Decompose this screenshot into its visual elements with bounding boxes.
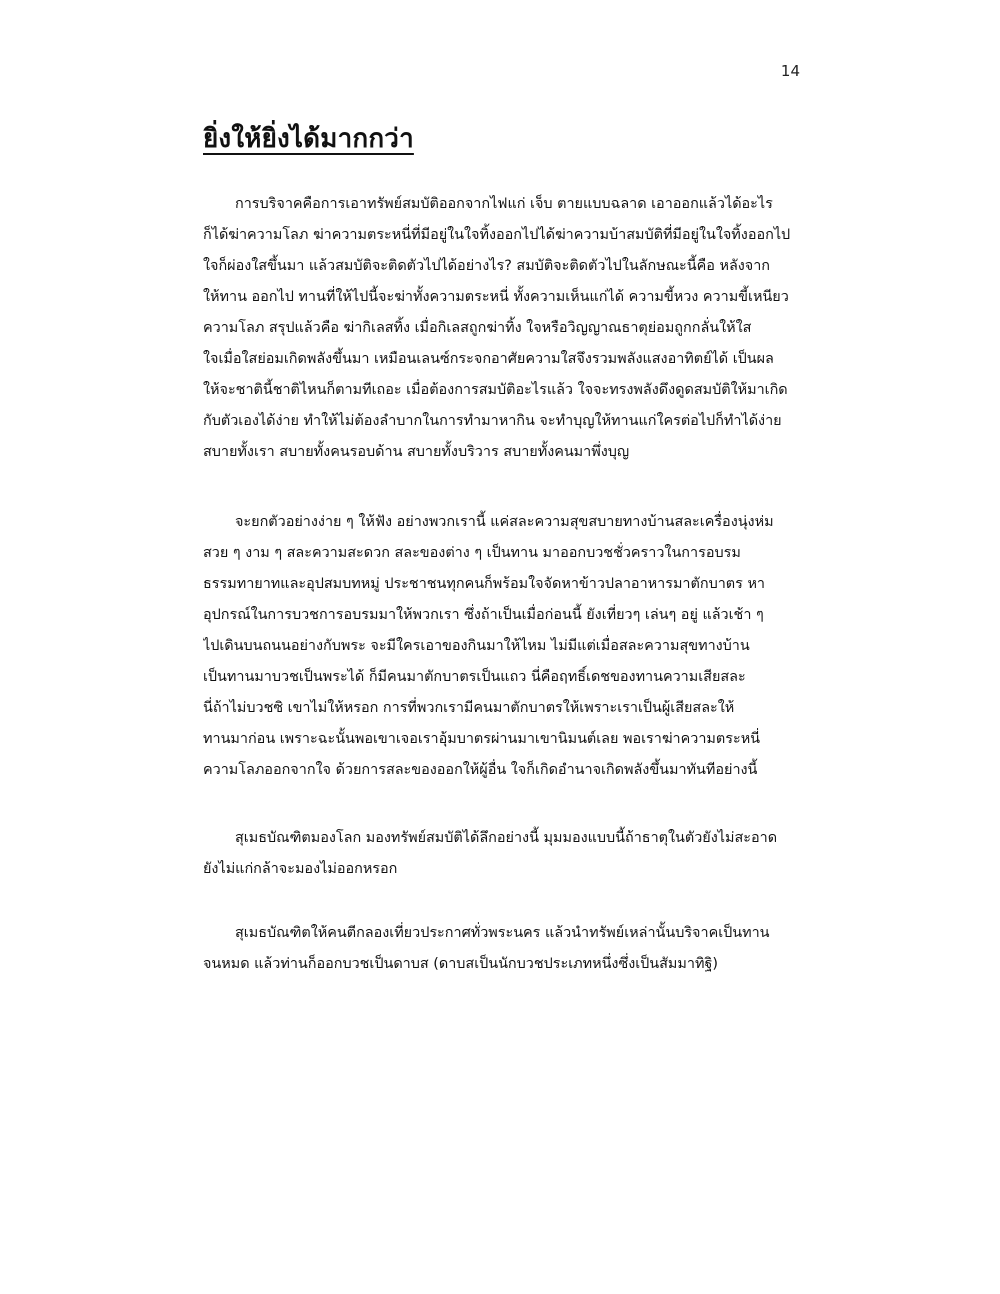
paragraph-2 bbox=[203, 507, 803, 786]
chapter-title: ยิ่งให้ยิ่งได้มากกว่า bbox=[203, 124, 414, 154]
paragraph-line: สวย ๆ งาม ๆ สละความสะดวก สละของต่าง ๆ เป็นทาน มาออกบวชชั่วคราวในการอบรม bbox=[203, 545, 741, 561]
paragraph-line: กับตัวเองได้ง่าย ทำให้ไม่ต้องลำบากในการทำมาหากิน จะทำบุญให้ทานแก่ใครต่อไปก็ทำได้ง่าย bbox=[203, 413, 782, 429]
paragraph-line: จนหมด แล้วท่านก็ออกบวชเป็นดาบส (ดาบสเป็นนักบวชประเภทหนึ่งซึ่งเป็นสัมมาทิฐิ) bbox=[203, 956, 719, 972]
paragraph-line: ไปเดินบนถนนอย่างกับพระ จะมีใครเอาของกินมาให้ไหม ไม่มีแต่เมื่อสละความสุขทางบ้าน bbox=[203, 638, 750, 654]
paragraph-line: ก็ได้ฆ่าความโลภ ฆ่าความตระหนี่ที่มีอยู่ในใจทิ้งออกไปได้ฆ่าความบ้าสมบัติที่มีอยู่ในใจทิ้งออกไป bbox=[203, 227, 791, 243]
paragraph-line: ทานมาก่อน เพราะฉะนั้นพอเขาเจอเราอุ้มบาตรผ่านมาเขานิมนต์เลย พอเราฆ่าความตระหนี่ bbox=[203, 731, 761, 747]
paragraph-line: การบริจาคคือการเอาทรัพย์สมบัติออกจากไฟแก่ เจ็บ ตายแบบฉลาด เอาออกแล้วได้อะไร bbox=[235, 196, 773, 212]
page-number: 14 bbox=[780, 62, 800, 80]
paragraph-line: ใจเมื่อใสย่อมเกิดพลังขึ้นมา เหมือนเลนซ์กระจกอาศัยความใสจึงรวมพลังแสงอาทิตย์ได้ เป็นผล bbox=[203, 351, 774, 367]
paragraph-line: ความโลภออกจากใจ ด้วยการสละของออกให้ผู้อื่น ใจก็เกิดอำนาจเกิดพลังขึ้นมาทันทีอย่างนี้ bbox=[203, 762, 758, 778]
paragraph-line: สุเมธบัณฑิตให้คนตีกลองเที่ยวประกาศทั่วพระนคร แล้วนำทรัพย์เหล่านั้นบริจาคเป็นทาน bbox=[235, 925, 770, 941]
paragraph-line: สบายทั้งเรา สบายทั้งคนรอบด้าน สบายทั้งบริวาร สบายทั้งคนมาพึ่งบุญ bbox=[203, 444, 630, 460]
paragraph-line: เป็นทานมาบวชเป็นพระได้ ก็มีคนมาตักบาตรเป็นแถว นี่คือฤทธิ์เดชของทานความเสียสละ bbox=[203, 669, 746, 685]
paragraph-line: สุเมธบัณฑิตมองโลก มองทรัพย์สมบัติได้ลึกอย่างนี้ มุมมองแบบนี้ถ้าธาตุในตัวยังไม่สะอาด bbox=[235, 830, 778, 846]
paragraph-line: ให้จะชาตินี้ชาติไหนก็ตามทีเถอะ เมื่อต้องการสมบัติอะไรแล้ว ใจจะทรงพลังดึงดูดสมบัติให้มาเกิด bbox=[203, 382, 788, 398]
paragraph-line: ธรรมทายาทและอุปสมบทหมู่ ประชาชนทุกคนก็พร้อมใจจัดหาข้าวปลาอาหารมาตักบาตร หา bbox=[203, 576, 766, 592]
paragraph-line: ให้ทาน ออกไป ทานที่ให้ไปนี้จะฆ่าทั้งความตระหนี่ ทั้งความเห็นแก่ได้ ความขี้หวง ความขี้เหนียว bbox=[203, 289, 789, 305]
paragraph-line: ใจก็ผ่องใสขึ้นมา แล้วสมบัติจะติดตัวไปได้อย่างไร? สมบัติจะติดตัวไปในลักษณะนี้คือ หลังจาก bbox=[203, 258, 771, 274]
paragraph-line: ยังไม่แก่กล้าจะมองไม่ออกหรอก bbox=[203, 861, 398, 877]
paragraph-line: ความโลภ สรุปแล้วคือ ฆ่ากิเลสทิ้ง เมื่อกิเลสถูกฆ่าทิ้ง ใจหรือวิญญาณธาตุย่อมถูกกลั่นให้ใส bbox=[203, 320, 752, 336]
paragraph-4 bbox=[203, 918, 803, 980]
paragraph-line: นี่ถ้าไม่บวชซิ เขาไม่ให้หรอก การที่พวกเรามีคนมาตักบาตรให้เพราะเราเป็นผู้เสียสละให้ bbox=[203, 700, 735, 716]
paragraph-line: อุปกรณ์ในการบวชการอบรมมาให้พวกเรา ซึ่งถ้าเป็นเมื่อก่อนนี้ ยังเที่ยวๆ เล่นๆ อยู่ แล้วเช้า ๆ bbox=[203, 607, 764, 623]
paragraph-3 bbox=[203, 823, 803, 885]
paragraph-1 bbox=[203, 189, 803, 468]
paragraph-line: จะยกตัวอย่างง่าย ๆ ให้ฟัง อย่างพวกเรานี้ แค่สละความสุขสบายทางบ้านสละเครื่องนุ่งห่ม bbox=[235, 514, 774, 530]
